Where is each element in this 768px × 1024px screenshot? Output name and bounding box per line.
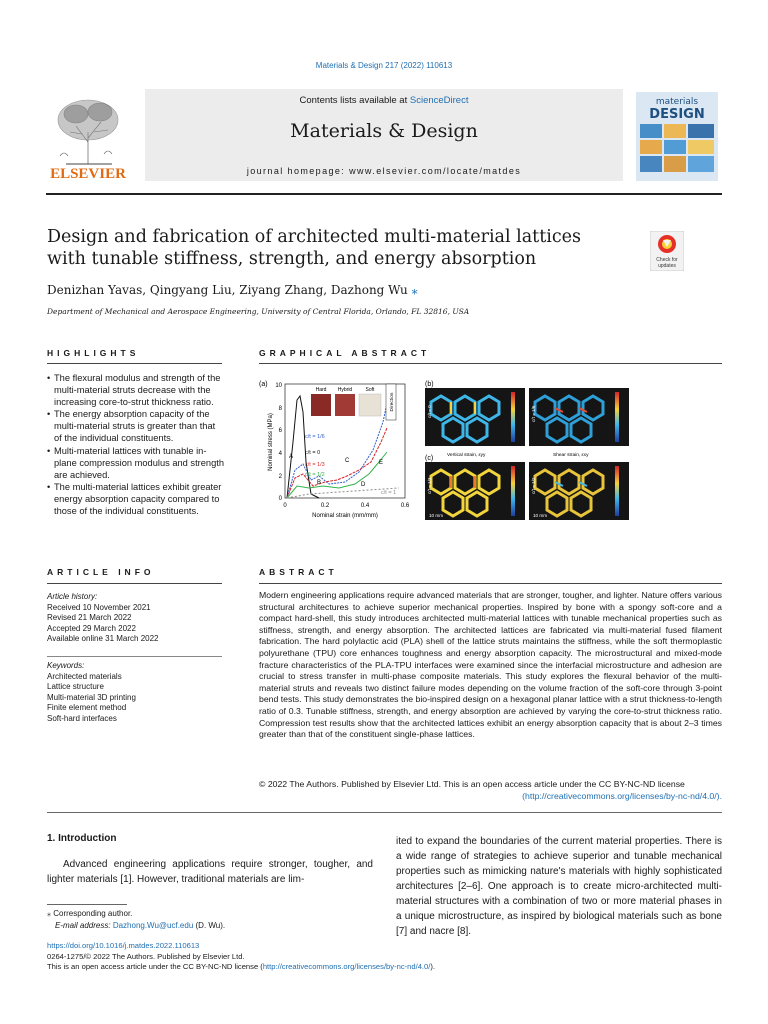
hybrid-sample-image [335,394,355,416]
highlights-rule [47,363,222,364]
footnote-rule [47,904,127,905]
journal-name: Materials & Design [290,120,478,142]
check-updates-icon [650,231,684,271]
history-online: Available online 31 March 2022 [47,634,159,643]
map-label: c/t = 1/2 [531,477,536,494]
copyright-notice [259,779,722,802]
panel-b-label: (b) [425,381,434,388]
doi-link[interactable]: https://doi.org/10.1016/j.matdes.2022.110613 [47,941,200,950]
y-tick-label: 6 [278,428,282,434]
x-tick-label: 0.6 [400,503,410,509]
point-label: B [317,480,322,486]
scale-bar-label: 10 mm [533,513,548,518]
footer-license-link[interactable]: http://creativecommons.org/licenses/by-nc-nd/4.0/ [262,962,431,972]
history-label: Article history: [47,592,98,601]
contents-line: Contents lists available at ScienceDirect [299,95,469,106]
curve-label: c/t = 1/3 [305,462,325,468]
affiliation: Department of Mechanical and Aerospace Engineering, University of Central Florida, Orlando, FL 32816, USA [47,307,470,316]
point-label: A [289,454,294,460]
shear-strain-label: Shear strain, εxy [553,453,589,458]
highlight-item: • The flexural modulus and strength of the multi-material struts decrease with the increasing core-to-strut thickness ratio. [47,372,225,408]
vertical-strain-label: Vertical strain, εyy [447,453,486,458]
copyright-line: © 2022 The Authors. Published by Elsevier Ltd. This is an open access article under the CC BY-NC-ND license [259,779,685,789]
abstract-text: Modern engineering applications require advanced materials that are stronger, tougher, and lighter. Nature offers various structural architectures to achieve superior mechanical properties. Inspired by bone with a spongy soft-core and a compact hard-shell, this study introduces architected multi-material lattices with tunable mechanical properties such as stiffness, strength, and energy absorption. The architected lattices are fabricated via multi-material fused filament fabrication. The hard polylactic acid (PLA) shell of the lattice struts maintains the stiffness, while the soft thermoplastic polyurethane (TPU) core enhances toughness and energy absorption capacity. The microstructural and mixed-mode fracture characteristics of the PLA-TPU interfaces were examined since the interfacial microstructure and adhesion are crucial to stress transfer in multi-phase composite materials. This study explores the flexural behavior of the multi-material struts and reveals two distinct failure modes depending on the volume fraction of the soft-core through 3-point bend tests. This study demonstrates the bio-inspired design on a hexagonal planar lattice with a strut thickness-to-length ratio of 0.3. Tunable stiffness, strength, and energy absorption are achieved by varying the core-to-strut thickness ratio. Compression test results show that the architected lattices exhibit an energy absorption capacity that is about 2–3 times greater than that of the constituent single-phase lattices. [259,590,722,740]
y-tick-label: 4 [278,451,282,457]
abstract-heading: ABSTRACT [259,567,338,577]
curve-label: c/t = 1/2 [305,472,325,478]
x-tick-label: 0.2 [320,503,330,509]
y-tick-label: 10 [275,383,282,389]
direction-label: Direction [390,392,395,412]
keyword: Finite element method [47,703,127,712]
graphical-abstract-rule [259,363,722,364]
svg-text:DESIGN: DESIGN [649,107,705,122]
journal-reference[interactable]: Materials & Design 217 (2022) 110613 [315,61,453,70]
sciencedirect-link[interactable]: ScienceDirect [409,95,469,106]
svg-text:Check for: Check for [656,257,678,263]
footer-license-suffix: ). [430,962,436,972]
legend-hybrid: Hybrid [337,387,353,393]
body-rule [47,812,722,813]
corresponding-label: Corresponding author. [53,909,133,918]
graphical-abstract-heading: GRAPHICAL ABSTRACT [259,348,431,358]
x-tick-label: 0.4 [360,503,370,509]
elsevier-logo [46,92,130,182]
check-for-updates-badge[interactable] [650,231,684,271]
svg-text:updates: updates [658,263,676,269]
email-suffix: (D. Wu). [195,921,226,930]
keywords-block [47,661,225,724]
abstract-rule [259,583,722,584]
author-list: Denizhan Yavas, Qingyang Liu, Ziyang Zhang, Dazhong Wu ⁎ [47,283,418,297]
article-info-heading: ARTICLE INFO [47,567,155,577]
introduction-heading: 1. Introduction [47,833,117,844]
issn-line: 0264-1275/© 2022 The Authors. Published by Elsevier Ltd. [47,951,245,961]
svg-text:ELSEVIER: ELSEVIER [50,166,126,182]
curve-label: c/t = 1 [381,490,397,496]
keywords-label: Keywords: [47,661,85,670]
corresponding-footnote [47,908,373,932]
keywords-rule [47,656,222,657]
history-received: Received 10 November 2021 [47,602,151,612]
scale-bar-label: 10 mm [429,513,444,518]
y-tick-label: 0 [278,496,282,502]
x-axis-label: Nominal strain (mm/mm) [312,513,378,519]
corresponding-author-mark[interactable]: ⁎ [411,283,418,297]
map-label: c/t = 1/3 [427,477,432,494]
keyword: Multi-material 3D printing [47,692,136,702]
strain-map-b-right [529,388,629,446]
highlight-item: • The multi-material lattices exhibit greater energy absorption capacity compared to those of the individual constituents. [47,481,225,517]
article-title: Design and fabrication of architected multi-material lattices with tunable stiffness, strength, and energy absorption [47,227,581,269]
page-footer [47,941,722,973]
history-revised: Revised 21 March 2022 [47,613,132,622]
curve-label: c/t = 1/6 [305,434,325,440]
point-label: E [379,460,384,466]
introduction-paragraph-right: ited to expand the boundaries of the current material properties. There is a wide range of strategies to achieve superior and tunable mechanical properties such as mimicking nature's materials with highly sophisticated architectures [2–6]. One approach is to create micro-architected multi-material structures with a combination of two or more material phases in a unique microstructure, as inspired by biological materials such as bone [7] and nacre [8]. [396,836,722,937]
highlights-list [47,372,225,517]
highlight-item: • Multi-material lattices with tunable in-plane compression modulus and strength are achieved. [47,445,225,481]
keyword: Soft-hard interfaces [47,713,117,723]
point-label: D [361,482,366,488]
keyword: Architected materials [47,671,122,681]
panel-c-label: (c) [425,455,434,462]
footer-license-prefix: This is an open access article under the CC BY-NC-ND license ( [47,962,263,972]
x-tick-label: 0 [283,503,287,509]
legend-soft: Soft [365,387,375,393]
curve-label: c/t = 0 [305,450,321,456]
graphical-abstract-figure[interactable] [259,372,714,524]
email-link[interactable]: Dazhong.Wu@ucf.edu [112,921,194,930]
cover-art [636,92,718,181]
highlights-heading: HIGHLIGHTS [47,348,140,358]
article-history [47,592,225,645]
highlight-item: • The energy absorption capacity of the multi-material struts is greater than that of the individual constituents. [47,408,225,444]
journal-cover-image [636,92,718,181]
elsevier-tree-icon [46,92,130,182]
email-label: E-mail address: [55,921,111,930]
map-label: c/t = 1/6 [531,405,536,422]
map-label: c/t = 0 [427,405,432,418]
y-axis-label: Nominal stress (MPa) [268,413,274,471]
soft-sample-image [359,394,381,416]
footnote-mark: ⁎ [47,909,51,918]
strain-map-c-left [425,462,525,520]
license-link[interactable]: (http://creativecommons.org/licenses/by-nc-nd/4.0/). [522,790,722,801]
keyword: Lattice structure [47,682,104,691]
hard-sample-image [311,394,331,416]
strain-map-c-right [529,462,629,520]
strain-map-b-left [425,388,525,446]
article-info-rule [47,583,222,584]
header-rule [46,193,722,195]
panel-a-label: (a) [259,381,268,388]
y-tick-label: 2 [278,474,282,480]
y-tick-label: 8 [278,406,282,412]
journal-homepage[interactable]: journal homepage: www.elsevier.com/locate/matdes [246,166,522,176]
point-label: C [345,458,350,464]
history-accepted: Accepted 29 March 2022 [47,623,136,633]
graphical-abstract-svg [259,372,714,524]
introduction-paragraph-left: Advanced engineering applications require stronger, tougher, and lighter materials [1]. However, traditional materials are lim- [47,859,373,885]
legend-hard: Hard [315,387,327,393]
svg-text:materials: materials [655,97,699,107]
